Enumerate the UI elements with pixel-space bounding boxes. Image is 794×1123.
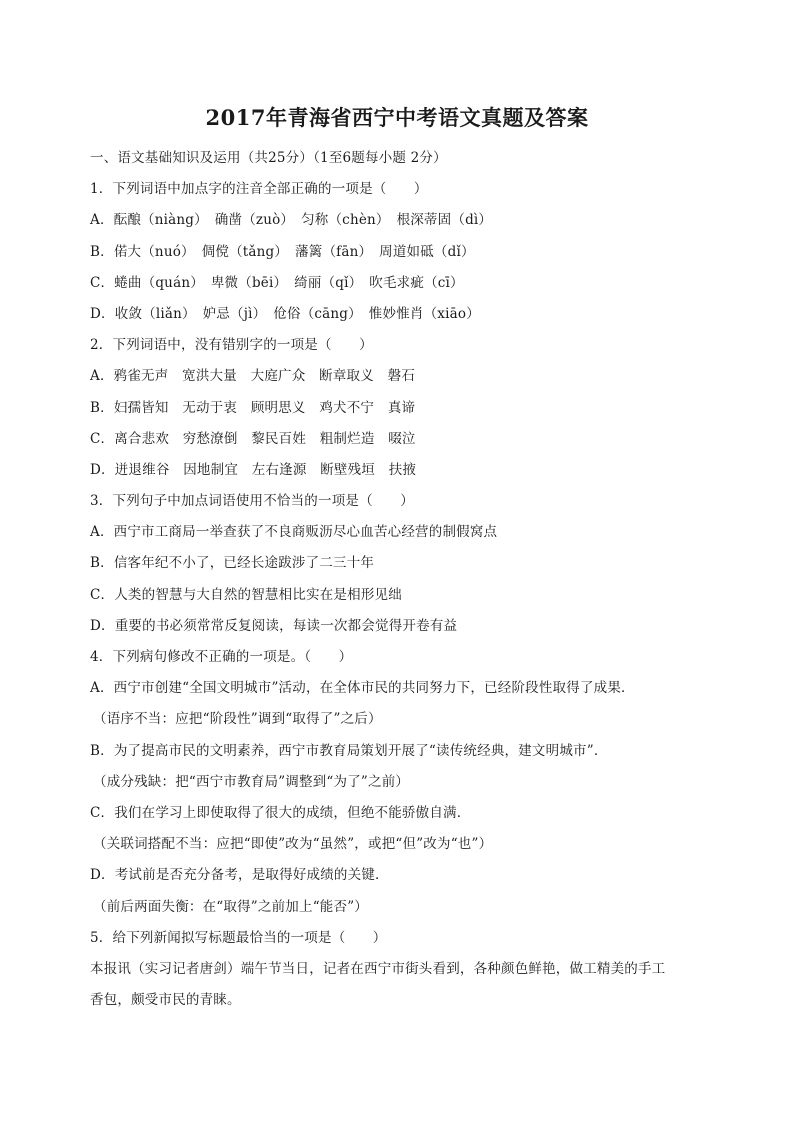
question-2: 2．下列词语中，没有错别字的一项是（ ）	[90, 337, 373, 354]
question-3-option-d: D．重要的书必须常常反复阅读，每读一次都会觉得开卷有益	[90, 617, 458, 634]
question-4-option-a: A．西宁市创建“全国文明城市”活动，在全体市民的共同努力下，已经阶段性取得了成果．	[90, 680, 635, 697]
question-5-passage-line-1: 本报讯（实习记者唐剑）端午节当日，记者在西宁市街头看到，各种颜色鲜艳，做工精美的手工	[90, 960, 666, 977]
question-4-option-c-note: （关联词搭配不当：应把“即使”改为“虽然”，或把“但”改为“也”）	[93, 836, 493, 853]
section-heading: 一、语文基础知识及运用（共25分）（1至6题每小题 2分）	[90, 150, 447, 166]
document-title: 2017年青海省西宁中考语文真题及答案	[205, 105, 589, 130]
question-1-option-a: A．酝酿（niàng） 确凿（zuò） 匀称（chèn） 根深蒂固（dì）	[90, 212, 493, 229]
question-1-option-d: D．收敛（liǎn） 妒忌（jì） 伧俗（cāng） 惟妙惟肖（xiāo）	[90, 305, 480, 322]
question-1: 1．下列词语中加点字的注音全部正确的一项是（ ）	[90, 181, 428, 198]
question-4-option-b: B．为了提高市民的文明素养，西宁市教育局策划开展了“读传统经典，建文明城市”．	[90, 742, 608, 759]
question-3-option-a: A．西宁市工商局一举查获了不良商贩沥尽心血苦心经营的制假窝点	[90, 524, 498, 541]
question-5-passage-line-2: 香包，颇受市民的青睐。	[90, 992, 241, 1009]
question-4-option-b-note: （成分残缺：把“西宁市教育局”调整到“为了”之前）	[93, 773, 410, 790]
question-4-option-d-note: （前后两面失衡：在“取得”之前加上“能否”）	[93, 898, 369, 915]
question-1-option-c: C．蜷曲（quán） 卑微（bēi） 绮丽（qǐ） 吹毛求疵（cī）	[90, 274, 464, 291]
document-body	[90, 143, 730, 1016]
question-4-option-c: C．我们在学习上即使取得了很大的成绩，但绝不能骄傲自满．	[90, 804, 471, 821]
question-4: 4．下列病句修改不正确的一项是。（ ）	[90, 649, 353, 665]
question-3-option-b: B．信客年纪不小了，已经长途跋涉了二三十年	[90, 555, 375, 572]
question-2-option-c: C．离合悲欢 穷愁潦倒 黎民百姓 粗制烂造 啜泣	[90, 430, 416, 447]
question-3: 3．下列句子中加点词语使用不恰当的一项是（ ）	[90, 493, 414, 510]
question-4-option-d: D．考试前是否充分备考，是取得好成绩的关键．	[90, 867, 389, 884]
question-4-option-a-note: （语序不当：应把“阶段性”调到“取得了”之后）	[93, 711, 382, 728]
question-2-option-d: D．迸退维谷 因地制宜 左右逢源 断壁残垣 扶掖	[90, 461, 417, 478]
question-3-option-c: C．人类的智慧与大自然的智慧相比实在是相形见绌	[90, 586, 402, 603]
question-1-option-b: B．偌大（nuó） 倜傥（tǎng） 藩篱（fān） 周道如砥（dǐ）	[90, 243, 475, 260]
question-2-option-b: B．妇孺皆知 无动于衷 顾明思义 鸡犬不宁 真谛	[90, 399, 416, 416]
question-5: 5．给下列新闻拟写标题最恰当的一项是（ ）	[90, 929, 387, 946]
question-2-option-a: A．鸦雀无声 宽洪大量 大庭广众 断章取义 磐石	[90, 368, 416, 385]
